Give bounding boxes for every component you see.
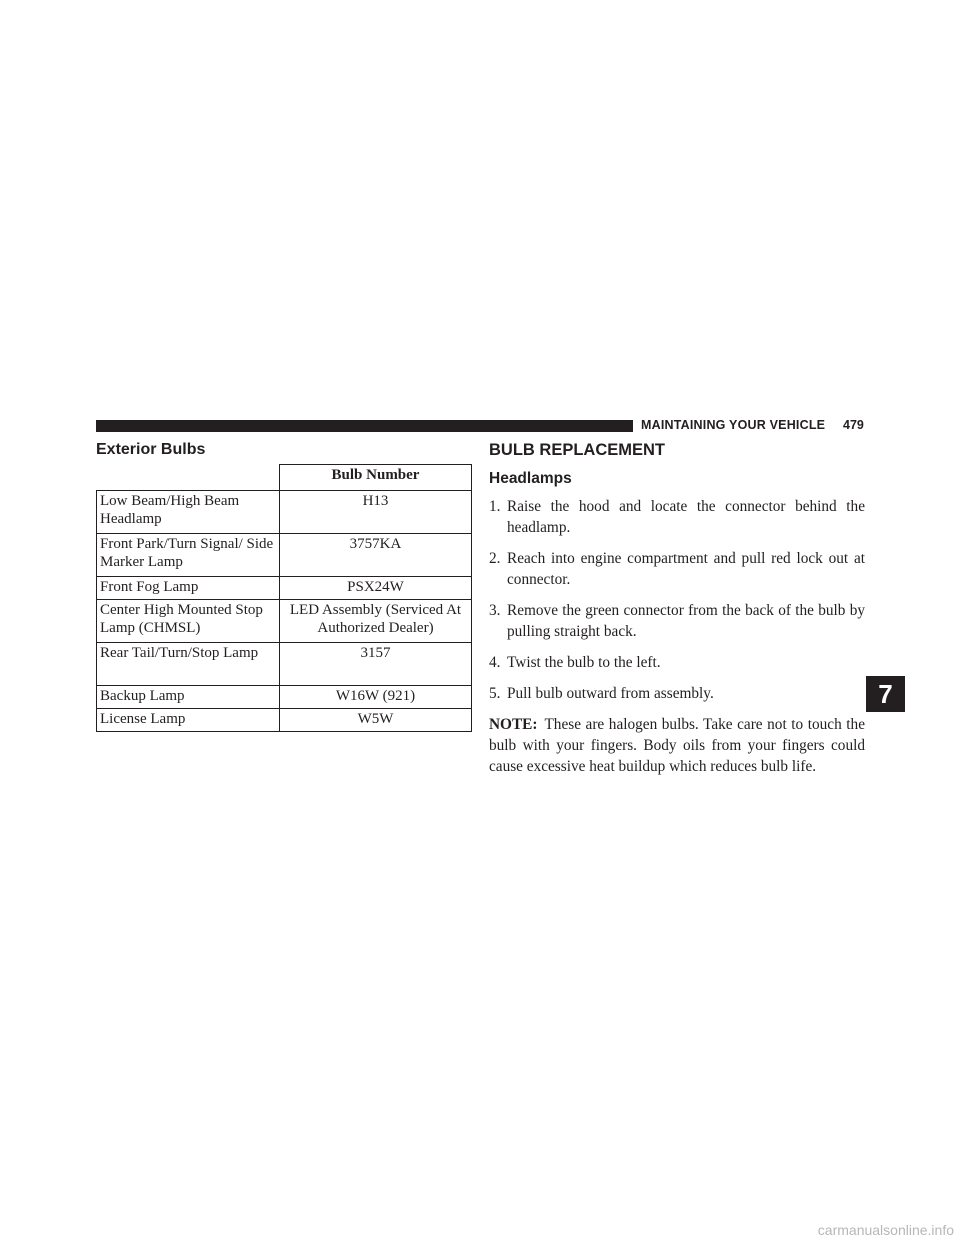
table-row xyxy=(97,709,472,732)
note-label: NOTE: xyxy=(489,716,538,733)
lamp-location-cell: Center High Mounted Stop Lamp (CHMSL) xyxy=(97,600,280,643)
bulb-replacement-heading: BULB REPLACEMENT xyxy=(489,441,665,459)
page-number: 479 xyxy=(843,418,864,432)
exterior-bulbs-heading: Exterior Bulbs xyxy=(96,441,206,458)
step-text: Reach into engine compartment and pull red lock out at connector. xyxy=(507,550,865,588)
bulb-number-cell: W16W (921) xyxy=(280,686,472,709)
step-number: 5. xyxy=(489,685,501,702)
note-text: These are halogen bulbs. Take care not to touch the bulb with your fingers. Body oils from your fingers could cause excessive heat buildup which reduces bulb life. xyxy=(489,716,865,775)
step-text: Remove the green connector from the back of the bulb by pulling straight back. xyxy=(507,602,865,640)
table-row xyxy=(97,491,472,534)
bulb-number-cell: W5W xyxy=(280,709,472,732)
step-item xyxy=(489,548,865,590)
step-number: 1. xyxy=(489,498,501,515)
lamp-location-cell: License Lamp xyxy=(97,709,280,732)
step-item xyxy=(489,652,865,673)
lamp-location-cell: Front Park/Turn Signal/ Side Marker Lamp xyxy=(97,534,280,577)
lamp-location-cell: Rear Tail/Turn/Stop Lamp xyxy=(97,643,280,686)
headlamps-subheading: Headlamps xyxy=(489,470,572,487)
table-row xyxy=(97,600,472,643)
step-item xyxy=(489,600,865,642)
step-item xyxy=(489,496,865,538)
lamp-location-cell: Low Beam/High Beam Headlamp xyxy=(97,491,280,534)
step-item xyxy=(489,683,865,704)
step-number: 4. xyxy=(489,654,501,671)
running-header-title: MAINTAINING YOUR VEHICLE xyxy=(641,418,826,432)
step-text: Pull bulb outward from assembly. xyxy=(507,685,714,702)
table-header-row xyxy=(97,465,472,491)
bulb-number-cell: 3157 xyxy=(280,643,472,686)
bulb-number-cell: PSX24W xyxy=(280,577,472,600)
table-row xyxy=(97,643,472,686)
step-number: 2. xyxy=(489,550,501,567)
bulb-number-cell: 3757KA xyxy=(280,534,472,577)
headlamp-steps xyxy=(489,496,865,777)
table-row xyxy=(97,577,472,600)
watermark: carmanualsonline.info xyxy=(817,1222,954,1238)
step-text: Raise the hood and locate the connector behind the headlamp. xyxy=(507,498,865,536)
bulb-number-cell: LED Assembly (Serviced At Authorized Dealer) xyxy=(280,600,472,643)
chapter-tab: 7 xyxy=(866,676,905,712)
lamp-location-cell: Front Fog Lamp xyxy=(97,577,280,600)
step-text: Twist the bulb to the left. xyxy=(507,654,661,671)
table-row xyxy=(97,686,472,709)
step-number: 3. xyxy=(489,602,501,619)
exterior-bulbs-table xyxy=(96,464,472,732)
bulb-number-cell: H13 xyxy=(280,491,472,534)
bulb-number-column-header: Bulb Number xyxy=(280,465,472,491)
lamp-location-cell: Backup Lamp xyxy=(97,686,280,709)
table-row xyxy=(97,534,472,577)
table-corner-cell xyxy=(97,465,280,491)
header-rule xyxy=(96,420,633,432)
note-paragraph xyxy=(489,714,865,777)
